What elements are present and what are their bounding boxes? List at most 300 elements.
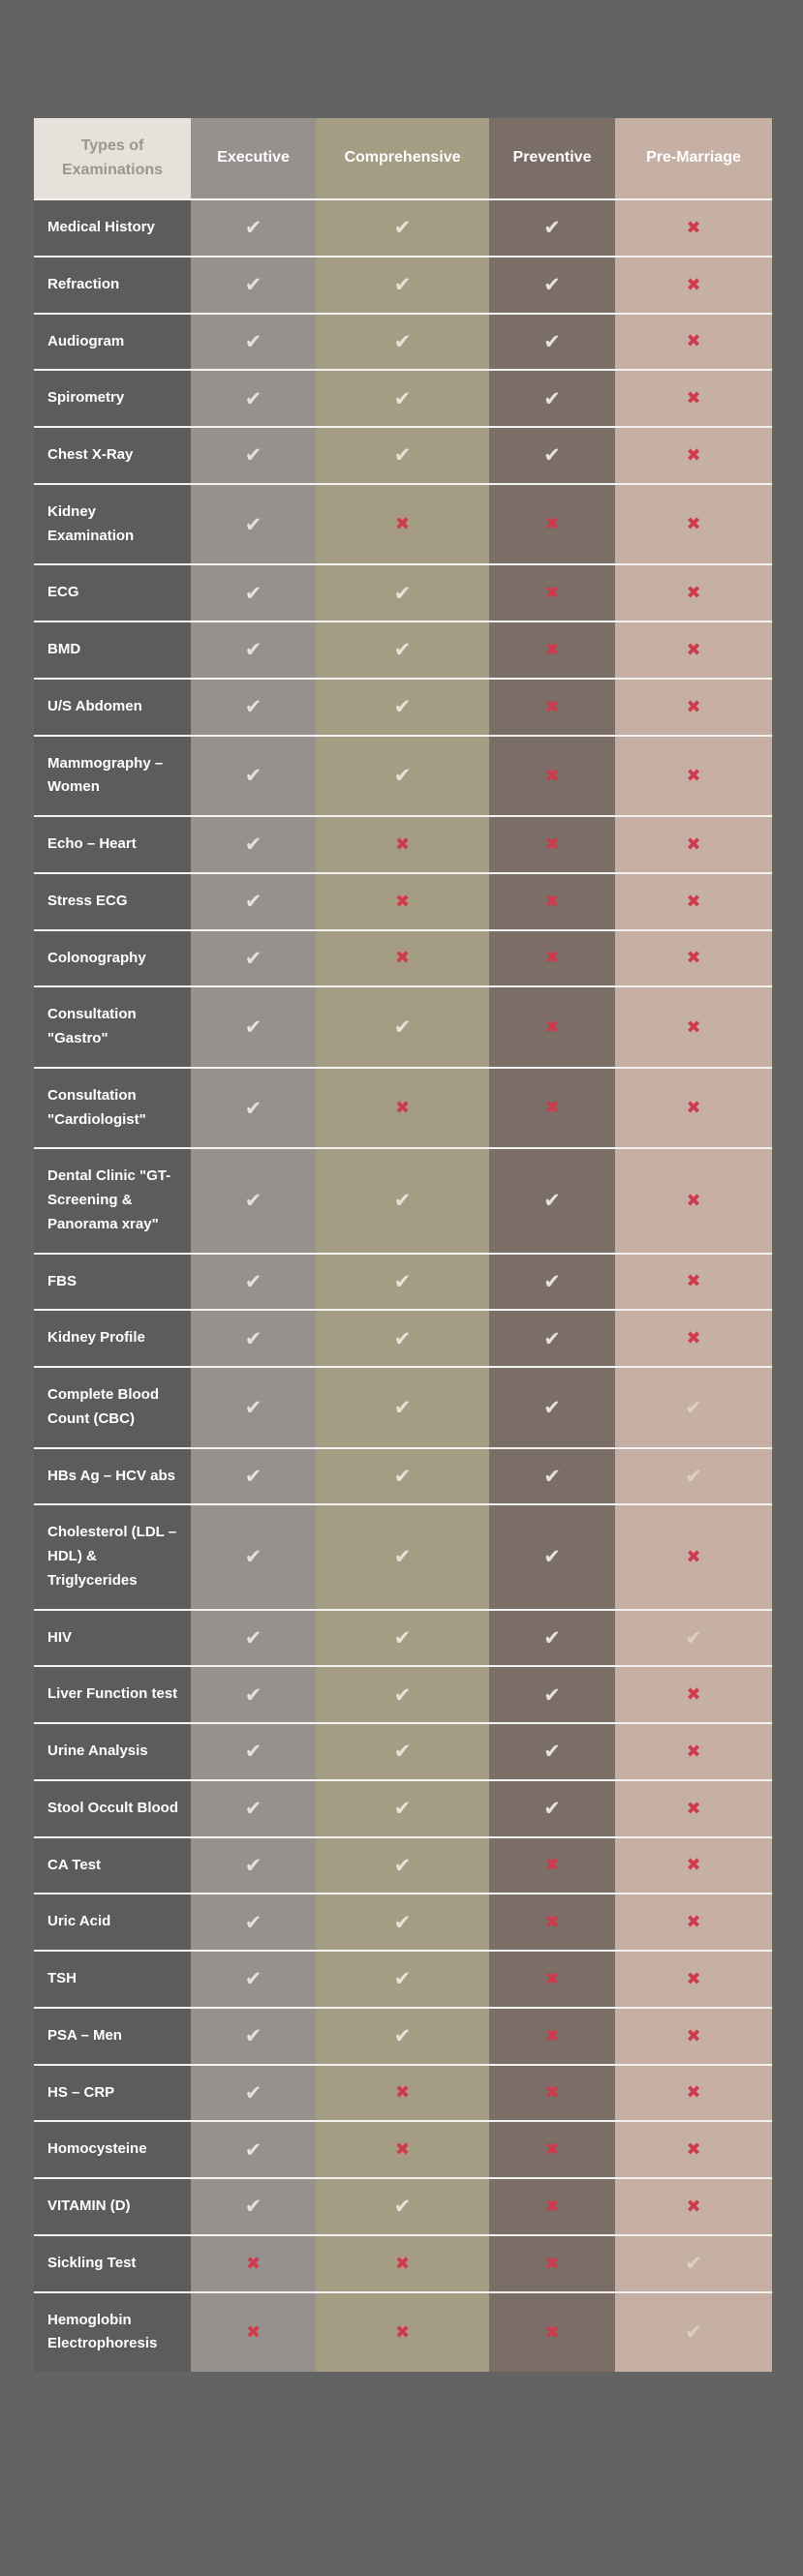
cell-executive [191, 428, 316, 483]
check-icon: ✔ [543, 443, 561, 468]
row-label: Echo – Heart [34, 817, 191, 872]
cell-executive [191, 874, 316, 929]
cell-executive [191, 1368, 316, 1447]
check-icon: ✔ [244, 581, 263, 605]
cell-premarriage [615, 485, 772, 564]
cell-comprehensive [316, 258, 489, 313]
cell-premarriage [615, 1149, 772, 1252]
table-row [34, 563, 772, 621]
cross-icon: ✖ [544, 1016, 560, 1038]
check-icon: ✔ [393, 2024, 412, 2048]
row-label: BMD [34, 622, 191, 678]
check-icon: ✔ [244, 1967, 263, 1991]
cell-comprehensive [316, 428, 489, 483]
check-icon: ✔ [543, 1545, 561, 1569]
check-icon: ✔ [393, 386, 412, 410]
cell-comprehensive [316, 1149, 489, 1252]
cross-icon: ✖ [686, 1190, 701, 1211]
check-icon: ✔ [244, 2080, 263, 2105]
table-row [34, 1309, 772, 1366]
check-icon: ✔ [393, 1326, 412, 1350]
check-icon: ✔ [543, 216, 561, 240]
table-row [34, 735, 772, 816]
cross-icon: ✖ [544, 1855, 560, 1876]
cell-executive [191, 817, 316, 872]
cell-premarriage [615, 1449, 772, 1504]
row-label: Colonography [34, 931, 191, 986]
row-label: Refraction [34, 258, 191, 313]
table-row [34, 1722, 772, 1779]
row-label: Spirometry [34, 371, 191, 426]
table-header-row [34, 118, 772, 198]
column-header-comprehensive: Comprehensive [316, 118, 489, 198]
cell-executive [191, 1311, 316, 1366]
column-header-executive: Executive [191, 118, 316, 198]
column-header-pre-marriage: Pre-Marriage [615, 118, 772, 198]
cross-icon: ✖ [686, 1016, 701, 1038]
cell-preventive [489, 1505, 615, 1608]
cross-icon: ✖ [686, 1912, 701, 1933]
cell-comprehensive [316, 737, 489, 816]
check-icon: ✔ [244, 1096, 263, 1120]
cell-preventive [489, 485, 615, 564]
cell-premarriage [615, 2122, 772, 2177]
table-row [34, 1253, 772, 1310]
cell-comprehensive [316, 1368, 489, 1447]
check-icon: ✔ [244, 946, 263, 970]
check-icon: ✔ [393, 443, 412, 468]
cell-executive [191, 1255, 316, 1310]
check-icon: ✔ [244, 273, 263, 297]
table-row [34, 1836, 772, 1894]
table-row [34, 621, 772, 678]
row-label: Sickling Test [34, 2236, 191, 2291]
check-icon: ✔ [244, 638, 263, 662]
row-label: ECG [34, 565, 191, 621]
cross-icon: ✖ [544, 948, 560, 969]
cell-preventive [489, 2236, 615, 2291]
check-icon: ✔ [244, 1395, 263, 1419]
cross-icon: ✖ [544, 1968, 560, 1989]
check-icon: ✔ [244, 1797, 263, 1821]
row-label: Stress ECG [34, 874, 191, 929]
cross-icon: ✖ [686, 583, 701, 604]
cell-executive [191, 1838, 316, 1894]
check-icon: ✔ [543, 1464, 561, 1488]
check-icon: ✔ [244, 1189, 263, 1213]
cell-premarriage [615, 371, 772, 426]
cell-preventive [489, 874, 615, 929]
cross-icon: ✖ [686, 765, 701, 786]
cross-icon: ✖ [544, 2321, 560, 2343]
check-icon: ✔ [393, 695, 412, 719]
cell-preventive [489, 565, 615, 621]
cell-comprehensive [316, 1667, 489, 1722]
check-icon: ✔ [393, 1797, 412, 1821]
table-row [34, 256, 772, 313]
row-label: HIV [34, 1611, 191, 1666]
cell-preventive [489, 1255, 615, 1310]
cell-preventive [489, 428, 615, 483]
check-icon: ✔ [393, 1269, 412, 1293]
cell-preventive [489, 1952, 615, 2007]
check-icon: ✔ [393, 1910, 412, 1934]
cell-premarriage [615, 565, 772, 621]
cross-icon: ✖ [686, 331, 701, 352]
cross-icon: ✖ [686, 948, 701, 969]
cell-comprehensive [316, 2122, 489, 2177]
check-icon: ✔ [244, 1326, 263, 1350]
row-label: Kidney Examination [34, 485, 191, 564]
check-icon: ✔ [393, 1625, 412, 1650]
cell-executive [191, 987, 316, 1067]
cross-icon: ✖ [394, 2082, 411, 2104]
cross-icon: ✖ [394, 514, 411, 534]
check-icon: ✔ [244, 1853, 263, 1877]
table-row [34, 872, 772, 929]
check-icon: ✔ [244, 1625, 263, 1650]
cell-premarriage [615, 200, 772, 256]
cell-preventive [489, 1781, 615, 1836]
check-icon: ✔ [393, 1189, 412, 1213]
cross-icon: ✖ [686, 1546, 701, 1567]
row-label: Urine Analysis [34, 1724, 191, 1779]
check-icon: ✔ [685, 1395, 702, 1419]
cell-premarriage [615, 1368, 772, 1447]
cell-preventive [489, 315, 615, 370]
row-label: Consultation "Gastro" [34, 987, 191, 1067]
cross-icon: ✖ [686, 217, 701, 238]
column-header-types-of-examinations: Types of Examinations [34, 118, 191, 198]
cell-executive [191, 1069, 316, 1148]
table-row [34, 1366, 772, 1447]
check-icon: ✔ [543, 273, 561, 297]
check-icon: ✔ [393, 638, 412, 662]
table-body [34, 198, 772, 2372]
table-row [34, 1950, 772, 2007]
cell-premarriage [615, 1781, 772, 1836]
cell-comprehensive [316, 2009, 489, 2064]
table-row [34, 1609, 772, 1666]
cell-comprehensive [316, 200, 489, 256]
cell-preventive [489, 1149, 615, 1252]
cell-premarriage [615, 1724, 772, 1779]
cell-premarriage [615, 2236, 772, 2291]
row-label: TSH [34, 1952, 191, 2007]
cell-premarriage [615, 258, 772, 313]
cross-icon: ✖ [544, 833, 560, 855]
check-icon: ✔ [685, 1464, 702, 1488]
table-row [34, 1067, 772, 1148]
cell-premarriage [615, 1838, 772, 1894]
cross-icon: ✖ [544, 1912, 560, 1933]
cross-icon: ✖ [394, 948, 411, 969]
check-icon: ✔ [244, 329, 263, 353]
cell-executive [191, 680, 316, 735]
cell-executive [191, 1449, 316, 1504]
cross-icon: ✖ [544, 891, 560, 912]
cell-comprehensive [316, 1255, 489, 1310]
table-row [34, 2007, 772, 2064]
column-header-preventive: Preventive [489, 118, 615, 198]
cell-premarriage [615, 428, 772, 483]
cell-premarriage [615, 1505, 772, 1608]
cell-preventive [489, 737, 615, 816]
check-icon: ✔ [543, 1269, 561, 1293]
cell-preventive [489, 987, 615, 1067]
check-icon: ✔ [244, 443, 263, 468]
table-row [34, 2120, 772, 2177]
cell-executive [191, 565, 316, 621]
table-row [34, 929, 772, 986]
check-icon: ✔ [244, 695, 263, 719]
cross-icon: ✖ [394, 833, 411, 855]
cross-icon: ✖ [686, 1098, 701, 1118]
cross-icon: ✖ [686, 1741, 701, 1762]
cell-executive [191, 1724, 316, 1779]
check-icon: ✔ [393, 1395, 412, 1419]
cell-executive [191, 2122, 316, 2177]
cross-icon: ✖ [245, 2253, 262, 2274]
cell-preventive [489, 817, 615, 872]
cell-preventive [489, 2066, 615, 2121]
cell-comprehensive [316, 1724, 489, 1779]
cell-comprehensive [316, 1311, 489, 1366]
check-icon: ✔ [393, 329, 412, 353]
cell-preventive [489, 2122, 615, 2177]
cell-premarriage [615, 817, 772, 872]
cell-preventive [489, 1069, 615, 1148]
check-icon: ✔ [244, 1682, 263, 1707]
cross-icon: ✖ [686, 891, 701, 912]
cross-icon: ✖ [394, 2139, 411, 2161]
row-label: CA Test [34, 1838, 191, 1894]
check-icon: ✔ [543, 1625, 561, 1650]
cell-premarriage [615, 874, 772, 929]
cross-icon: ✖ [544, 1098, 560, 1118]
table-row [34, 985, 772, 1067]
cell-comprehensive [316, 1838, 489, 1894]
check-icon: ✔ [393, 216, 412, 240]
check-icon: ✔ [393, 1740, 412, 1764]
cell-premarriage [615, 1255, 772, 1310]
check-icon: ✔ [244, 1269, 263, 1293]
cell-executive [191, 315, 316, 370]
row-label: Stool Occult Blood [34, 1781, 191, 1836]
cross-icon: ✖ [544, 639, 560, 660]
cell-executive [191, 1667, 316, 1722]
row-label: Medical History [34, 200, 191, 256]
cell-comprehensive [316, 1781, 489, 1836]
check-icon: ✔ [244, 2024, 263, 2048]
cell-premarriage [615, 1311, 772, 1366]
cross-icon: ✖ [544, 2082, 560, 2104]
check-icon: ✔ [244, 890, 263, 914]
cross-icon: ✖ [686, 444, 701, 466]
check-icon: ✔ [244, 1015, 263, 1039]
cell-comprehensive [316, 2179, 489, 2234]
cross-icon: ✖ [245, 2321, 262, 2343]
cross-icon: ✖ [686, 388, 701, 409]
cross-icon: ✖ [394, 2321, 411, 2343]
row-label: Complete Blood Count (CBC) [34, 1368, 191, 1447]
cross-icon: ✖ [686, 833, 701, 855]
table-row [34, 1779, 772, 1836]
cell-executive [191, 2293, 316, 2373]
cell-comprehensive [316, 1894, 489, 1950]
cell-preventive [489, 1894, 615, 1950]
table-row [34, 426, 772, 483]
cell-premarriage [615, 1611, 772, 1666]
cell-preventive [489, 258, 615, 313]
cross-icon: ✖ [544, 2196, 560, 2217]
check-icon: ✔ [543, 1740, 561, 1764]
cell-comprehensive [316, 2236, 489, 2291]
cell-preventive [489, 1611, 615, 1666]
cell-executive [191, 1781, 316, 1836]
check-icon: ✔ [244, 2137, 263, 2162]
cell-preventive [489, 1368, 615, 1447]
cell-premarriage [615, 1069, 772, 1148]
check-icon: ✔ [543, 1682, 561, 1707]
check-icon: ✔ [393, 581, 412, 605]
cell-premarriage [615, 680, 772, 735]
cell-executive [191, 2009, 316, 2064]
row-label: Kidney Profile [34, 1311, 191, 1366]
cell-comprehensive [316, 1449, 489, 1504]
cell-preventive [489, 1449, 615, 1504]
cell-executive [191, 485, 316, 564]
cross-icon: ✖ [686, 2025, 701, 2046]
cell-executive [191, 200, 316, 256]
check-icon: ✔ [543, 329, 561, 353]
table-row [34, 2064, 772, 2121]
check-icon: ✔ [393, 1545, 412, 1569]
table-row [34, 198, 772, 256]
cross-icon: ✖ [686, 1798, 701, 1819]
check-icon: ✔ [244, 1464, 263, 1488]
cell-executive [191, 2236, 316, 2291]
table-row [34, 678, 772, 735]
check-icon: ✔ [393, 1464, 412, 1488]
row-label: Consultation "Cardiologist" [34, 1069, 191, 1148]
cell-preventive [489, 2179, 615, 2234]
cell-preventive [489, 2009, 615, 2064]
table-row [34, 1893, 772, 1950]
check-icon: ✔ [685, 2320, 702, 2345]
cell-preventive [489, 680, 615, 735]
cross-icon: ✖ [686, 274, 701, 295]
cell-executive [191, 737, 316, 816]
check-icon: ✔ [393, 2195, 412, 2219]
check-icon: ✔ [244, 216, 263, 240]
cell-preventive [489, 371, 615, 426]
cell-executive [191, 1952, 316, 2007]
examination-comparison-table [34, 118, 772, 2372]
check-icon: ✔ [543, 1326, 561, 1350]
cell-comprehensive [316, 315, 489, 370]
cross-icon: ✖ [394, 1098, 411, 1118]
cell-premarriage [615, 737, 772, 816]
cross-icon: ✖ [686, 2139, 701, 2161]
cell-premarriage [615, 2293, 772, 2373]
table-row [34, 2291, 772, 2373]
check-icon: ✔ [685, 1625, 702, 1650]
cross-icon: ✖ [686, 2082, 701, 2104]
row-label: PSA – Men [34, 2009, 191, 2064]
cross-icon: ✖ [686, 2196, 701, 2217]
cell-premarriage [615, 622, 772, 678]
cell-premarriage [615, 2066, 772, 2121]
cross-icon: ✖ [686, 696, 701, 717]
cell-executive [191, 1505, 316, 1608]
cell-preventive [489, 2293, 615, 2373]
cell-preventive [489, 931, 615, 986]
cell-executive [191, 371, 316, 426]
cross-icon: ✖ [544, 583, 560, 604]
row-label: Dental Clinic "GT- Screening & Panorama xray" [34, 1149, 191, 1252]
cross-icon: ✖ [686, 514, 701, 534]
cross-icon: ✖ [544, 765, 560, 786]
cell-comprehensive [316, 1952, 489, 2007]
cross-icon: ✖ [544, 2253, 560, 2274]
cell-executive [191, 931, 316, 986]
table-row [34, 313, 772, 370]
cell-comprehensive [316, 1069, 489, 1148]
cell-executive [191, 1894, 316, 1950]
check-icon: ✔ [543, 1189, 561, 1213]
cell-preventive [489, 1311, 615, 1366]
cross-icon: ✖ [686, 1855, 701, 1876]
table-row [34, 1447, 772, 1504]
cell-comprehensive [316, 371, 489, 426]
check-icon: ✔ [393, 1967, 412, 1991]
cell-premarriage [615, 315, 772, 370]
cross-icon: ✖ [544, 696, 560, 717]
cross-icon: ✖ [686, 1328, 701, 1349]
cross-icon: ✖ [544, 2025, 560, 2046]
cell-comprehensive [316, 2293, 489, 2373]
cell-executive [191, 622, 316, 678]
row-label: Liver Function test [34, 1667, 191, 1722]
cell-premarriage [615, 1667, 772, 1722]
table-row [34, 2177, 772, 2234]
row-label: HBs Ag – HCV abs [34, 1449, 191, 1504]
check-icon: ✔ [543, 1797, 561, 1821]
table-row [34, 1665, 772, 1722]
table-row [34, 1147, 772, 1252]
cell-executive [191, 258, 316, 313]
row-label: Hemoglobin Electrophoresis [34, 2293, 191, 2373]
cell-preventive [489, 622, 615, 678]
cell-comprehensive [316, 2066, 489, 2121]
row-label: U/S Abdomen [34, 680, 191, 735]
cross-icon: ✖ [686, 1684, 701, 1706]
cell-preventive [489, 1667, 615, 1722]
table-row [34, 1503, 772, 1608]
row-label: FBS [34, 1255, 191, 1310]
check-icon: ✔ [543, 1395, 561, 1419]
cross-icon: ✖ [686, 1968, 701, 1989]
cell-executive [191, 1611, 316, 1666]
cell-premarriage [615, 1952, 772, 2007]
row-label: VITAMIN (D) [34, 2179, 191, 2234]
cell-premarriage [615, 2179, 772, 2234]
cell-executive [191, 2066, 316, 2121]
row-label: Homocysteine [34, 2122, 191, 2177]
check-icon: ✔ [244, 833, 263, 857]
check-icon: ✔ [244, 764, 263, 788]
